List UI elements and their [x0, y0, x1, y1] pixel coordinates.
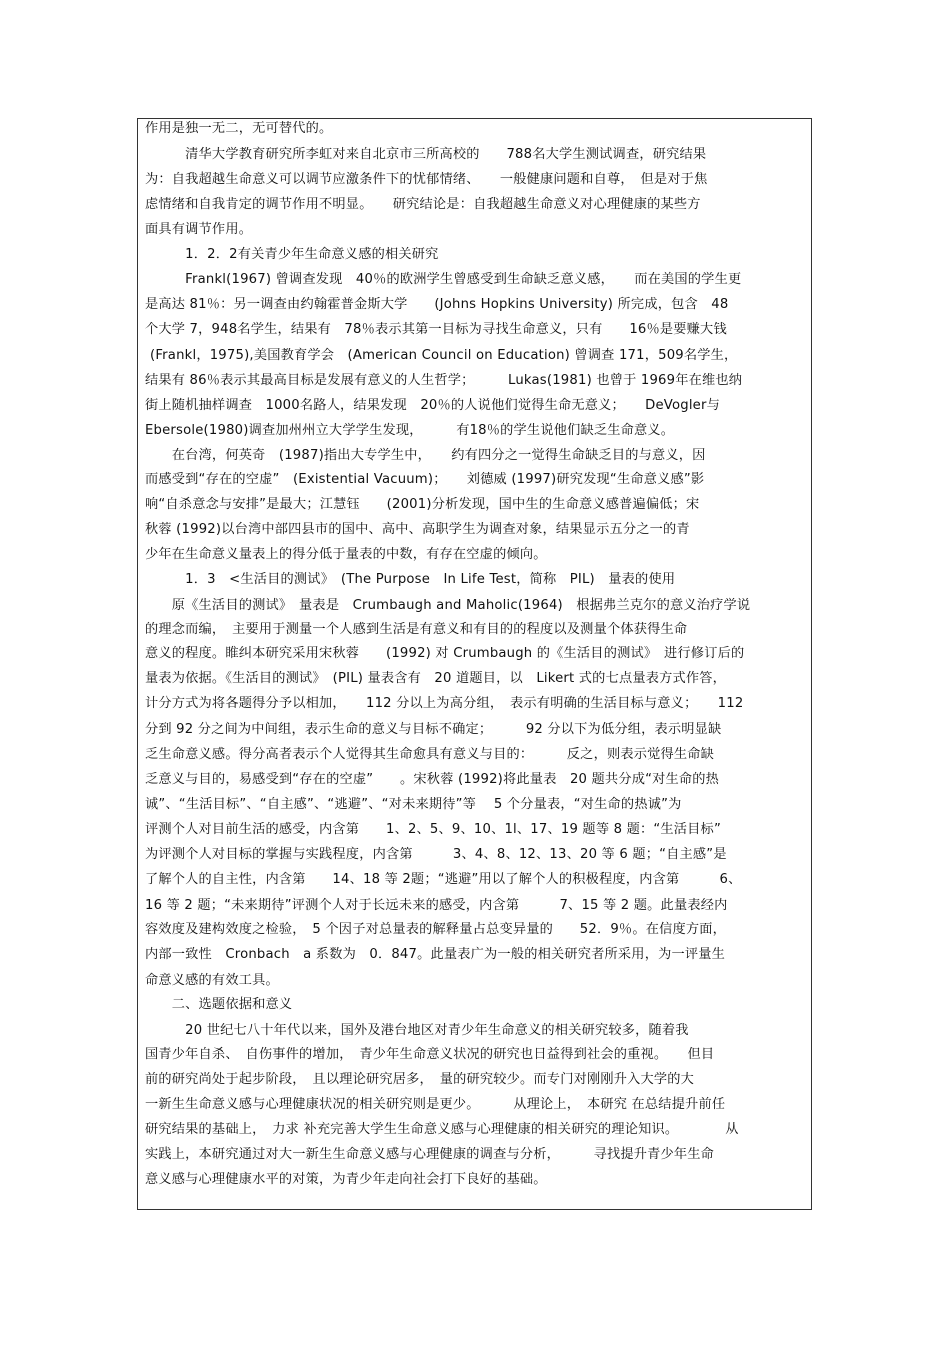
text-line: 诚”、“生活目标”、“自主感”、“逃避”、“对未来期待”等 5 个分量表，“对生命的热诚”为	[145, 797, 682, 812]
text-line: 秋蓉 (1992)以台湾中部四县市的国中、高中、高职学生为调查对象，结果显示五分之一的青	[145, 522, 690, 537]
text-line: 一新生生命意义感与心理健康状况的相关研究则是更少。 从理论上， 本研究 在总结提升前任	[145, 1097, 726, 1112]
text-line: 面具有调节作用。	[145, 222, 253, 237]
text-line: 虑情绪和自我肯定的调节作用不明显。 研究结论是：自我超越生命意义对心理健康的某些方	[145, 197, 701, 212]
text-line: 研究结果的基础上， 力求 补充完善大学生生命意义感与心理健康的相关研究的理论知识。 从	[145, 1122, 739, 1137]
text-line: 的理念而编， 主要用于测量一个人感到生活是有意义和有目的的程度以及测量个体获得生命	[145, 622, 688, 637]
text-line: 前的研究尚处于起步阶段， 且以理论研究居多， 量的研究较少。而专门对刚刚升入大学的大	[145, 1072, 695, 1087]
text-line: 为：自我超越生命意义可以调节应激条件下的忧郁情绪、 一般健康问题和自尊， 但是对于焦	[145, 172, 708, 187]
section-heading: 1．3 <生活目的测试》 (The Purpose In Life Test，简称 PIL) 量表的使用	[145, 572, 676, 587]
text-line: 清华大学教育研究所李虹对来自北京市三所高校的 788名大学生测试调查，研究结果	[145, 147, 707, 162]
text-line: 分到 92 分之间为中间组，表示生命的意义与目标不确定； 92 分以下为低分组，表示明显缺	[145, 722, 722, 737]
text-line: 实践上，本研究通过对大一新生生命意义感与心理健康的调查与分析， 寻找提升青少年生命	[145, 1147, 715, 1162]
text-line: 16 等 2 题；“未来期待”评测个人对于长远未来的感受，内含第 7、15 等 2 题。此量表经内	[145, 898, 728, 913]
text-line: 评测个人对目前生活的感受，内含第 1、2、5、9、10、1l、17、19 题等 8 题：“生活目标”	[145, 822, 721, 837]
text-line: 命意义感的有效工具。	[145, 973, 279, 988]
text-line: 原《生活目的测试》 量表是 Crumbaugh and Maholic(1964) 根据弗兰克尔的意义治疗学说	[145, 598, 751, 613]
text-line: 个大学 7，948名学生，结果有 78％表示其第一目标为寻找生命意义，只有 16％是要赚大钱	[145, 322, 727, 337]
text-line: 意义感与心理健康水平的对策，为青少年走向社会打下良好的基础。	[145, 1172, 547, 1187]
text-line: 在台湾，何英奇 (1987)指出大专学生中， 约有四分之一觉得生命缺乏目的与意义，因	[145, 448, 706, 463]
text-line: 作用是独一无二，无可替代的。	[145, 121, 333, 136]
text-line: 街上随机抽样调查 1000名路人，结果发现 20％的人说他们觉得生命无意义； DeVogler与	[145, 398, 721, 413]
text-line: Ebersole(1980)调查加州州立大学学生发现， 有18％的学生说他们缺乏生命意义。	[145, 423, 675, 438]
text-line: 了解个人的自主性，内含第 14、18 等 2题；“逃避”用以了解个人的积极程度，内含第 6、	[145, 872, 742, 887]
text-line: 意义的程度。睢纠本研究采用宋秋蓉 (1992) 对 Crumbaugh 的《生活目的测试》 进行修订后的	[145, 646, 745, 661]
text-line: 计分方式为将各题得分予以相加， 112 分以上为高分组， 表示有明确的生活目标与意义； 112	[145, 696, 744, 711]
section-heading: 1．2．2有关青少年生命意义感的相关研究	[145, 247, 439, 262]
text-line: 结果有 86％表示其最高目标是发展有意义的人生哲学； Lukas(1981) 也曾于 1969年在维也纳	[145, 373, 743, 388]
text-line: 容效度及建构效度之检验， 5 个因子对总量表的解释量占总变异量的 52．9％。在信度方面，	[145, 922, 727, 937]
text-line: (Frankl，1975),美国教育学会 (American Council on Education) 曾调查 171，509名学生，	[150, 348, 738, 363]
text-line: 而感受到“存在的空虚” (Existential Vacuum)； 刘德威 (1997)研究发现“生命意义感”影	[145, 472, 705, 487]
text-line: 量表为依据。《生活目的测试》 (PIL) 量表含有 20 道题目，以 Likert 式的七点量表方式作答，	[145, 671, 727, 686]
text-line: 国青少年自杀、 自伤事件的增加， 青少年生命意义状况的研究也日益得到社会的重视。 但目	[145, 1047, 715, 1062]
text-line: Frankl(1967) 曾调查发现 40％的欧洲学生曾感受到生命缺乏意义感， 而在美国的学生更	[145, 272, 742, 287]
text-line: 内部一致性 Cronbach a 系数为 0．847。此量表广为一般的相关研究者所采用，为一评量生	[145, 947, 726, 962]
text-line: 20 世纪七八十年代以来，国外及港台地区对青少年生命意义的相关研究较多，随着我	[145, 1023, 689, 1038]
text-line: 乏生命意义感。得分高者表示个人觉得其生命愈具有意义与目的： 反之，则表示觉得生命缺	[145, 747, 715, 762]
text-line: 是高达 81％：另一调查由约翰霍普金斯大学 (Johns Hopkins University) 所完成，包含 48	[145, 297, 729, 312]
text-line: 乏意义与目的，易感受到“存在的空虚” 。宋秋蓉 (1992)将此量表 20 题共分成“对生命的热	[145, 772, 720, 787]
text-line: 响“自杀意念与安排”是最大；江慧钰 (2001)分析发现，国中生的生命意义感普遍偏低；宋	[145, 497, 700, 512]
section-heading: 二、选题依据和意义	[145, 997, 293, 1012]
text-line: 少年在生命意义量表上的得分低于量表的中数，有存在空虚的倾向。	[145, 547, 547, 562]
text-line: 为评测个人对目标的掌握与实践程度，内含第 3、4、8、12、13、20 等 6 题；“自主感”是	[145, 847, 727, 862]
